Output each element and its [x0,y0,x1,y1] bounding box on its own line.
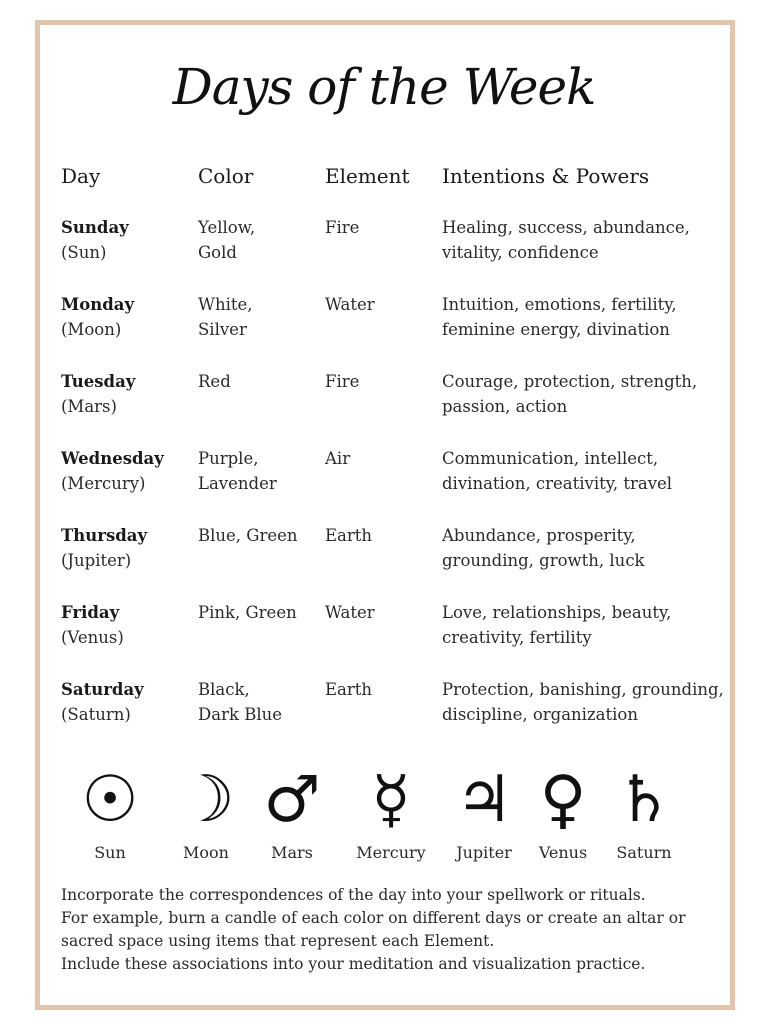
color-line: Red [198,372,231,391]
venus-symbol-icon: ♀ [539,763,587,837]
powers-line: grounding, growth, luck [442,551,645,570]
page-title: Days of the Week [172,58,596,116]
day-cell [61,215,197,265]
symbol-label: Mercury [356,843,426,862]
element-value: Earth [325,680,373,699]
jupiter-symbol-icon: ♃ [455,763,513,837]
symbol-label: Saturn [616,843,672,862]
day-name: Wednesday [61,449,164,468]
footer-line: Include these associations into your meditation and visualization practice. [61,955,646,973]
powers-cell [442,215,732,265]
color-line: Black, [198,680,250,699]
color-line: Silver [198,320,247,339]
powers-cell [442,523,732,573]
color-cell [198,523,322,548]
powers-line: Intuition, emotions, fertility, [442,295,677,314]
day-planet: (Sun) [61,243,107,262]
footer-text [61,884,731,976]
element-value: Earth [325,526,373,545]
powers-cell [442,369,732,419]
color-cell [198,215,322,265]
element-cell [325,677,439,702]
element-value: Fire [325,372,360,391]
powers-line: passion, action [442,397,568,416]
header-color: Color [198,164,254,188]
day-cell [61,446,197,496]
color-line: Dark Blue [198,705,282,724]
symbol-label: Sun [94,843,126,862]
color-line: Lavender [198,474,277,493]
footer-line: For example, burn a candle of each color on different days or create an altar or [61,909,686,927]
day-planet: (Saturn) [61,705,131,724]
powers-line: Courage, protection, strength, [442,372,698,391]
powers-cell [442,677,732,727]
element-value: Water [325,295,375,314]
symbol-label: Mars [271,843,313,862]
color-line: Blue, Green [198,526,298,545]
color-line: Purple, [198,449,259,468]
day-planet: (Moon) [61,320,122,339]
color-cell [198,369,322,394]
powers-line: Communication, intellect, [442,449,659,468]
color-cell [198,677,322,727]
sun-symbol-icon: ☉ [81,763,139,837]
powers-line: divination, creativity, travel [442,474,673,493]
day-cell [61,523,197,573]
color-line: Pink, Green [198,603,297,622]
color-line: White, [198,295,253,314]
powers-line: feminine energy, divination [442,320,670,339]
day-planet: (Mercury) [61,474,146,493]
header-element: Element [325,164,410,188]
powers-line: discipline, organization [442,705,638,724]
footer-line: Incorporate the correspondences of the day into your spellwork or rituals. [61,886,646,904]
color-cell [198,600,322,625]
powers-line: Protection, banishing, grounding, [442,680,724,699]
day-name: Friday [61,603,120,622]
day-cell [61,600,197,650]
day-name: Saturday [61,680,144,699]
day-planet: (Mars) [61,397,117,416]
symbol-label: Jupiter [456,843,512,862]
day-name: Thursday [61,526,148,545]
color-cell [198,292,322,342]
element-value: Fire [325,218,360,237]
mars-symbol-icon: ♂ [263,763,321,837]
day-name: Monday [61,295,135,314]
saturn-symbol-icon: ♄ [615,763,673,837]
color-line: Gold [198,243,237,262]
day-name: Tuesday [61,372,136,391]
header-day: Day [61,164,101,188]
day-planet: (Jupiter) [61,551,132,570]
header-powers: Intentions & Powers [442,164,650,188]
footer-line: sacred space using items that represent each Element. [61,932,495,950]
element-value: Water [325,603,375,622]
powers-line: Healing, success, abundance, [442,218,690,237]
symbol-label: Venus [538,843,588,862]
day-planet: (Venus) [61,628,124,647]
mercury-symbol-icon: ☿ [371,763,411,837]
day-cell [61,292,197,342]
symbol-label: Moon [183,843,229,862]
powers-line: vitality, confidence [442,243,599,262]
element-cell [325,215,439,240]
color-line: Yellow, [198,218,256,237]
element-cell [325,292,439,317]
element-cell [325,369,439,394]
powers-cell [442,446,732,496]
powers-cell [442,292,732,342]
powers-line: Abundance, prosperity, [442,526,636,545]
color-cell [198,446,322,496]
element-value: Air [325,449,351,468]
powers-line: creativity, fertility [442,628,592,647]
powers-line: Love, relationships, beauty, [442,603,672,622]
day-name: Sunday [61,218,129,237]
element-cell [325,446,439,471]
day-cell [61,677,197,727]
moon-symbol-icon: ☽ [177,763,235,837]
element-cell [325,600,439,625]
element-cell [325,523,439,548]
day-cell [61,369,197,419]
powers-cell [442,600,732,650]
